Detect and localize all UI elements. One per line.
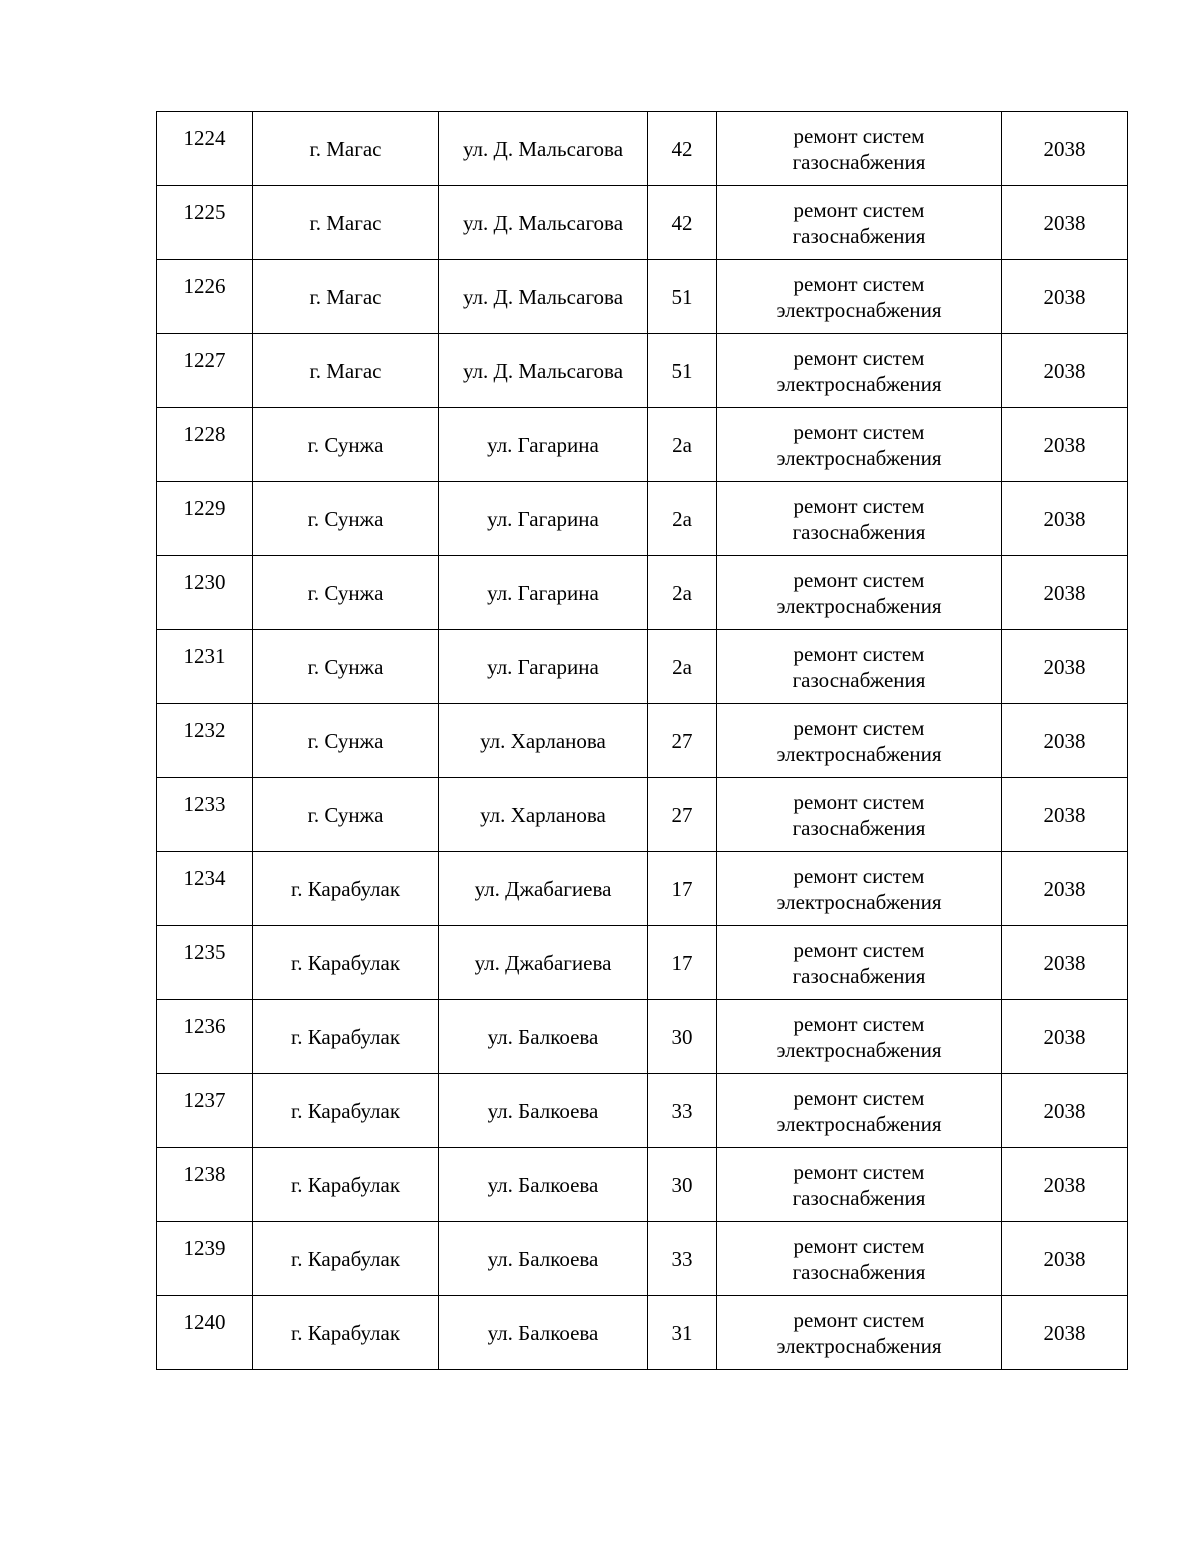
- year-cell: 2038: [1002, 630, 1128, 704]
- work-type-line: электроснабжения: [776, 371, 942, 396]
- work-type-line: электроснабжения: [776, 1333, 942, 1358]
- house-number-cell: 17: [648, 852, 717, 926]
- street-cell: ул. Балкоева: [439, 1000, 648, 1074]
- city-cell: г. Сунжа: [253, 778, 439, 852]
- year-cell: 2038: [1002, 1148, 1128, 1222]
- work-type-line: ремонт систем: [793, 1307, 925, 1332]
- work-type-line: ремонт систем: [793, 567, 925, 592]
- row-number-cell: 1228: [157, 408, 253, 482]
- row-number-cell: 1231: [157, 630, 253, 704]
- row-number-cell: 1225: [157, 186, 253, 260]
- house-number-cell: 42: [648, 112, 717, 186]
- table-body: [157, 112, 1128, 1370]
- work-type-line: электроснабжения: [776, 593, 942, 618]
- work-type-line: ремонт систем: [793, 1159, 925, 1184]
- street-cell: ул. Балкоева: [439, 1074, 648, 1148]
- year-cell: 2038: [1002, 778, 1128, 852]
- house-number-cell: 27: [648, 778, 717, 852]
- year-cell: 2038: [1002, 1074, 1128, 1148]
- work-type-cell: [717, 556, 1002, 630]
- work-type-cell: [717, 1074, 1002, 1148]
- row-number-cell: 1233: [157, 778, 253, 852]
- street-cell: ул. Джабагиева: [439, 926, 648, 1000]
- table-row: [157, 408, 1128, 482]
- work-type-line: ремонт систем: [793, 197, 925, 222]
- street-cell: ул. Джабагиева: [439, 852, 648, 926]
- work-type-cell: [717, 926, 1002, 1000]
- city-cell: г. Сунжа: [253, 704, 439, 778]
- table-row: [157, 482, 1128, 556]
- table-row: [157, 630, 1128, 704]
- house-number-cell: 2а: [648, 630, 717, 704]
- city-cell: г. Карабулак: [253, 852, 439, 926]
- house-number-cell: 17: [648, 926, 717, 1000]
- work-type-cell: [717, 704, 1002, 778]
- work-type-line: газоснабжения: [792, 815, 926, 840]
- work-type-line: газоснабжения: [792, 667, 926, 692]
- table-row: [157, 704, 1128, 778]
- work-type-line: газоснабжения: [792, 963, 926, 988]
- year-cell: 2038: [1002, 1000, 1128, 1074]
- street-cell: ул. Балкоева: [439, 1222, 648, 1296]
- work-type-line: газоснабжения: [792, 149, 926, 174]
- work-type-cell: [717, 186, 1002, 260]
- city-cell: г. Сунжа: [253, 482, 439, 556]
- city-cell: г. Сунжа: [253, 408, 439, 482]
- row-number-cell: 1229: [157, 482, 253, 556]
- year-cell: 2038: [1002, 556, 1128, 630]
- row-number-cell: 1226: [157, 260, 253, 334]
- work-type-line: газоснабжения: [792, 223, 926, 248]
- house-number-cell: 27: [648, 704, 717, 778]
- row-number-cell: 1240: [157, 1296, 253, 1370]
- row-number-cell: 1237: [157, 1074, 253, 1148]
- work-type-cell: [717, 1148, 1002, 1222]
- house-number-cell: 2а: [648, 482, 717, 556]
- work-type-cell: [717, 260, 1002, 334]
- street-cell: ул. Гагарина: [439, 482, 648, 556]
- work-type-line: ремонт систем: [793, 1233, 925, 1258]
- house-number-cell: 30: [648, 1148, 717, 1222]
- work-type-line: электроснабжения: [776, 445, 942, 470]
- street-cell: ул. Д. Мальсагова: [439, 334, 648, 408]
- work-type-line: ремонт систем: [793, 937, 925, 962]
- work-type-cell: [717, 112, 1002, 186]
- house-number-cell: 2а: [648, 408, 717, 482]
- city-cell: г. Карабулак: [253, 1000, 439, 1074]
- work-type-line: ремонт систем: [793, 1011, 925, 1036]
- work-type-cell: [717, 630, 1002, 704]
- city-cell: г. Сунжа: [253, 630, 439, 704]
- year-cell: 2038: [1002, 1222, 1128, 1296]
- year-cell: 2038: [1002, 1296, 1128, 1370]
- house-number-cell: 2а: [648, 556, 717, 630]
- city-cell: г. Магас: [253, 334, 439, 408]
- table-row: [157, 926, 1128, 1000]
- street-cell: ул. Балкоева: [439, 1148, 648, 1222]
- work-type-cell: [717, 1296, 1002, 1370]
- table-row: [157, 556, 1128, 630]
- house-number-cell: 33: [648, 1074, 717, 1148]
- city-cell: г. Магас: [253, 186, 439, 260]
- street-cell: ул. Харланова: [439, 778, 648, 852]
- city-cell: г. Карабулак: [253, 1222, 439, 1296]
- row-number-cell: 1238: [157, 1148, 253, 1222]
- street-cell: ул. Д. Мальсагова: [439, 186, 648, 260]
- street-cell: ул. Гагарина: [439, 630, 648, 704]
- work-type-line: ремонт систем: [793, 493, 925, 518]
- table-row: [157, 1074, 1128, 1148]
- table-row: [157, 778, 1128, 852]
- table-row: [157, 334, 1128, 408]
- year-cell: 2038: [1002, 926, 1128, 1000]
- work-type-line: ремонт систем: [793, 715, 925, 740]
- table-row: [157, 852, 1128, 926]
- street-cell: ул. Гагарина: [439, 408, 648, 482]
- work-type-line: электроснабжения: [776, 889, 942, 914]
- year-cell: 2038: [1002, 852, 1128, 926]
- work-type-cell: [717, 1222, 1002, 1296]
- row-number-cell: 1230: [157, 556, 253, 630]
- work-type-line: ремонт систем: [793, 271, 925, 296]
- work-type-line: ремонт систем: [793, 345, 925, 370]
- year-cell: 2038: [1002, 186, 1128, 260]
- table-row: [157, 1222, 1128, 1296]
- street-cell: ул. Харланова: [439, 704, 648, 778]
- table-row: [157, 260, 1128, 334]
- work-type-line: ремонт систем: [793, 1085, 925, 1110]
- work-type-line: электроснабжения: [776, 1037, 942, 1062]
- house-number-cell: 51: [648, 334, 717, 408]
- year-cell: 2038: [1002, 334, 1128, 408]
- work-type-line: электроснабжения: [776, 1111, 942, 1136]
- work-type-line: электроснабжения: [776, 741, 942, 766]
- work-type-line: ремонт систем: [793, 789, 925, 814]
- year-cell: 2038: [1002, 482, 1128, 556]
- street-cell: ул. Д. Мальсагова: [439, 112, 648, 186]
- row-number-cell: 1235: [157, 926, 253, 1000]
- year-cell: 2038: [1002, 704, 1128, 778]
- table-row: [157, 1000, 1128, 1074]
- table-row: [157, 112, 1128, 186]
- work-type-cell: [717, 334, 1002, 408]
- row-number-cell: 1239: [157, 1222, 253, 1296]
- work-type-line: ремонт систем: [793, 863, 925, 888]
- house-number-cell: 42: [648, 186, 717, 260]
- street-cell: ул. Гагарина: [439, 556, 648, 630]
- row-number-cell: 1236: [157, 1000, 253, 1074]
- city-cell: г. Карабулак: [253, 1074, 439, 1148]
- city-cell: г. Сунжа: [253, 556, 439, 630]
- city-cell: г. Магас: [253, 112, 439, 186]
- work-type-line: ремонт систем: [793, 123, 925, 148]
- work-type-line: газоснабжения: [792, 1259, 926, 1284]
- house-number-cell: 51: [648, 260, 717, 334]
- table-row: [157, 1296, 1128, 1370]
- street-cell: ул. Д. Мальсагова: [439, 260, 648, 334]
- house-number-cell: 33: [648, 1222, 717, 1296]
- year-cell: 2038: [1002, 112, 1128, 186]
- work-type-line: ремонт систем: [793, 641, 925, 666]
- row-number-cell: 1234: [157, 852, 253, 926]
- repair-schedule-table: [156, 111, 1128, 1370]
- table-row: [157, 186, 1128, 260]
- city-cell: г. Карабулак: [253, 1296, 439, 1370]
- year-cell: 2038: [1002, 260, 1128, 334]
- work-type-cell: [717, 408, 1002, 482]
- work-type-line: ремонт систем: [793, 419, 925, 444]
- house-number-cell: 30: [648, 1000, 717, 1074]
- work-type-line: газоснабжения: [792, 1185, 926, 1210]
- row-number-cell: 1232: [157, 704, 253, 778]
- work-type-cell: [717, 482, 1002, 556]
- work-type-cell: [717, 1000, 1002, 1074]
- city-cell: г. Магас: [253, 260, 439, 334]
- work-type-cell: [717, 778, 1002, 852]
- row-number-cell: 1224: [157, 112, 253, 186]
- year-cell: 2038: [1002, 408, 1128, 482]
- city-cell: г. Карабулак: [253, 1148, 439, 1222]
- work-type-line: газоснабжения: [792, 519, 926, 544]
- house-number-cell: 31: [648, 1296, 717, 1370]
- row-number-cell: 1227: [157, 334, 253, 408]
- street-cell: ул. Балкоева: [439, 1296, 648, 1370]
- work-type-line: электроснабжения: [776, 297, 942, 322]
- city-cell: г. Карабулак: [253, 926, 439, 1000]
- work-type-cell: [717, 852, 1002, 926]
- table-row: [157, 1148, 1128, 1222]
